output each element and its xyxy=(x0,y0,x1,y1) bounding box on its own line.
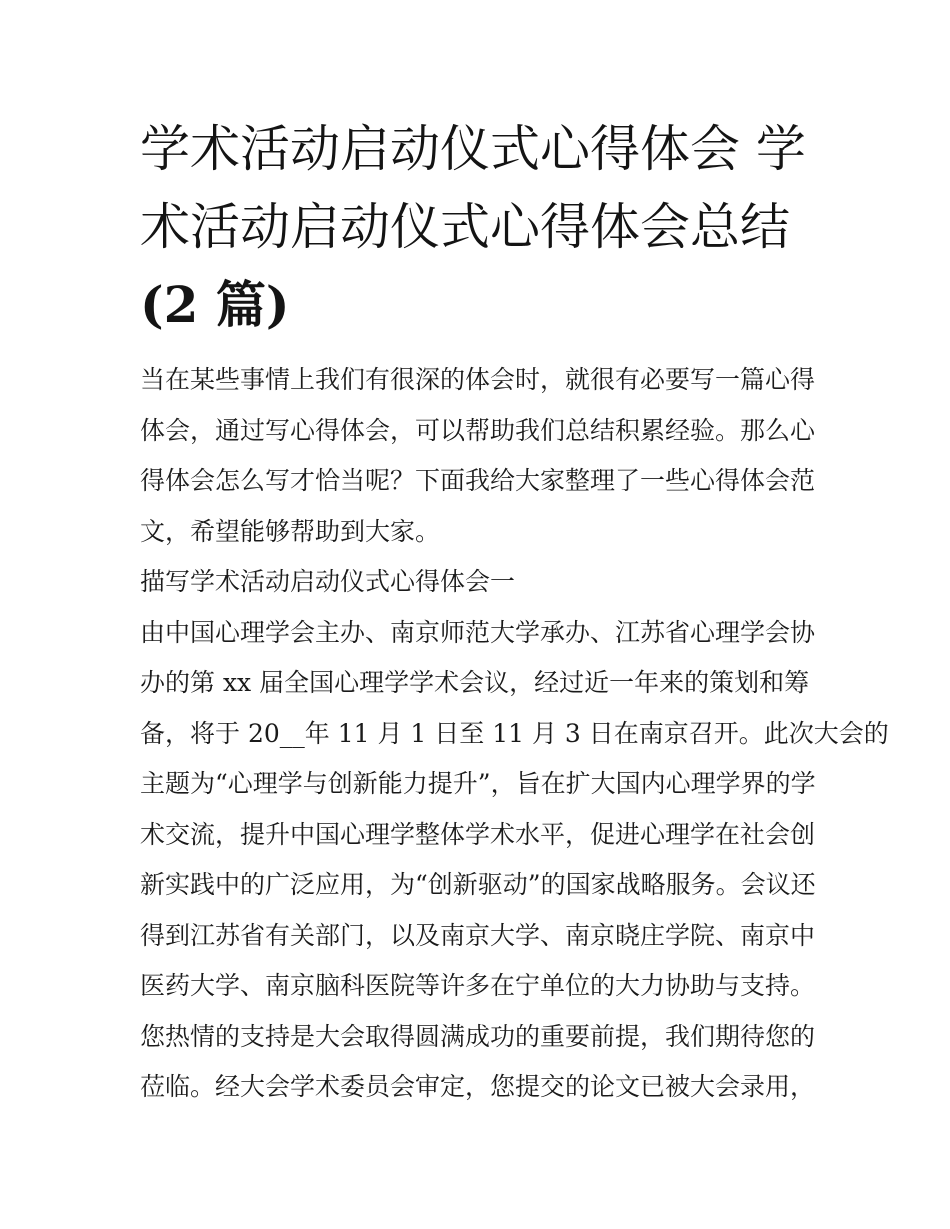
text-line: 莅临。经大会学术委员会审定，您提交的论文已被大会录用， xyxy=(140,1072,816,1101)
title-count-note: (2 篇) xyxy=(140,275,290,334)
section-heading-text: 描写学术活动启动仪式心得体会一 xyxy=(140,567,516,596)
text-line: 主题为“心理学与创新能力提升”，旨在扩大国内心理学界的学 xyxy=(140,769,816,798)
main-paragraph xyxy=(140,608,889,1113)
text-line: 得体会怎么写才恰当呢？下面我给大家整理了一些心得体会范 xyxy=(140,466,816,495)
text-line: 备，将于 20__年 11 月 1 日至 11 月 3 日在南京召开。此次大会的 xyxy=(140,718,889,748)
page-title xyxy=(140,110,820,344)
text-line: 医药大学、南京脑科医院等许多在宁单位的大力协助与支持。 xyxy=(140,971,816,1000)
text-line: 由中国心理学会主办、南京师范大学承办、江苏省心理学会协 xyxy=(140,617,816,647)
document-body xyxy=(140,355,889,1113)
text-line: 当在某些事情上我们有很深的体会时，就很有必要写一篇心得 xyxy=(140,365,816,394)
title-line: 学术活动启动仪式心得体会 学 xyxy=(140,120,806,178)
intro-paragraph xyxy=(140,355,820,557)
text-line: 得到江苏省有关部门，以及南京大学、南京晓庄学院、南京中 xyxy=(140,920,816,950)
text-line: 文，希望能够帮助到大家。 xyxy=(140,516,441,546)
text-line: 办的第 xx 届全国心理学学术会议，经过近一年来的策划和筹 xyxy=(140,668,810,697)
text-line: 体会，通过写心得体会，可以帮助我们总结积累经验。那么心 xyxy=(140,415,816,445)
title-line: 术活动启动仪式心得体会总结 xyxy=(140,198,790,256)
text-line: 术交流，提升中国心理学整体学术水平，促进心理学在社会创 xyxy=(140,819,816,849)
section-heading xyxy=(140,557,820,608)
text-line: 您热情的支持是大会取得圆满成功的重要前提，我们期待您的 xyxy=(140,1021,816,1051)
text-line: 新实践中的广泛应用，为“创新驱动”的国家战略服务。会议还 xyxy=(140,870,816,899)
